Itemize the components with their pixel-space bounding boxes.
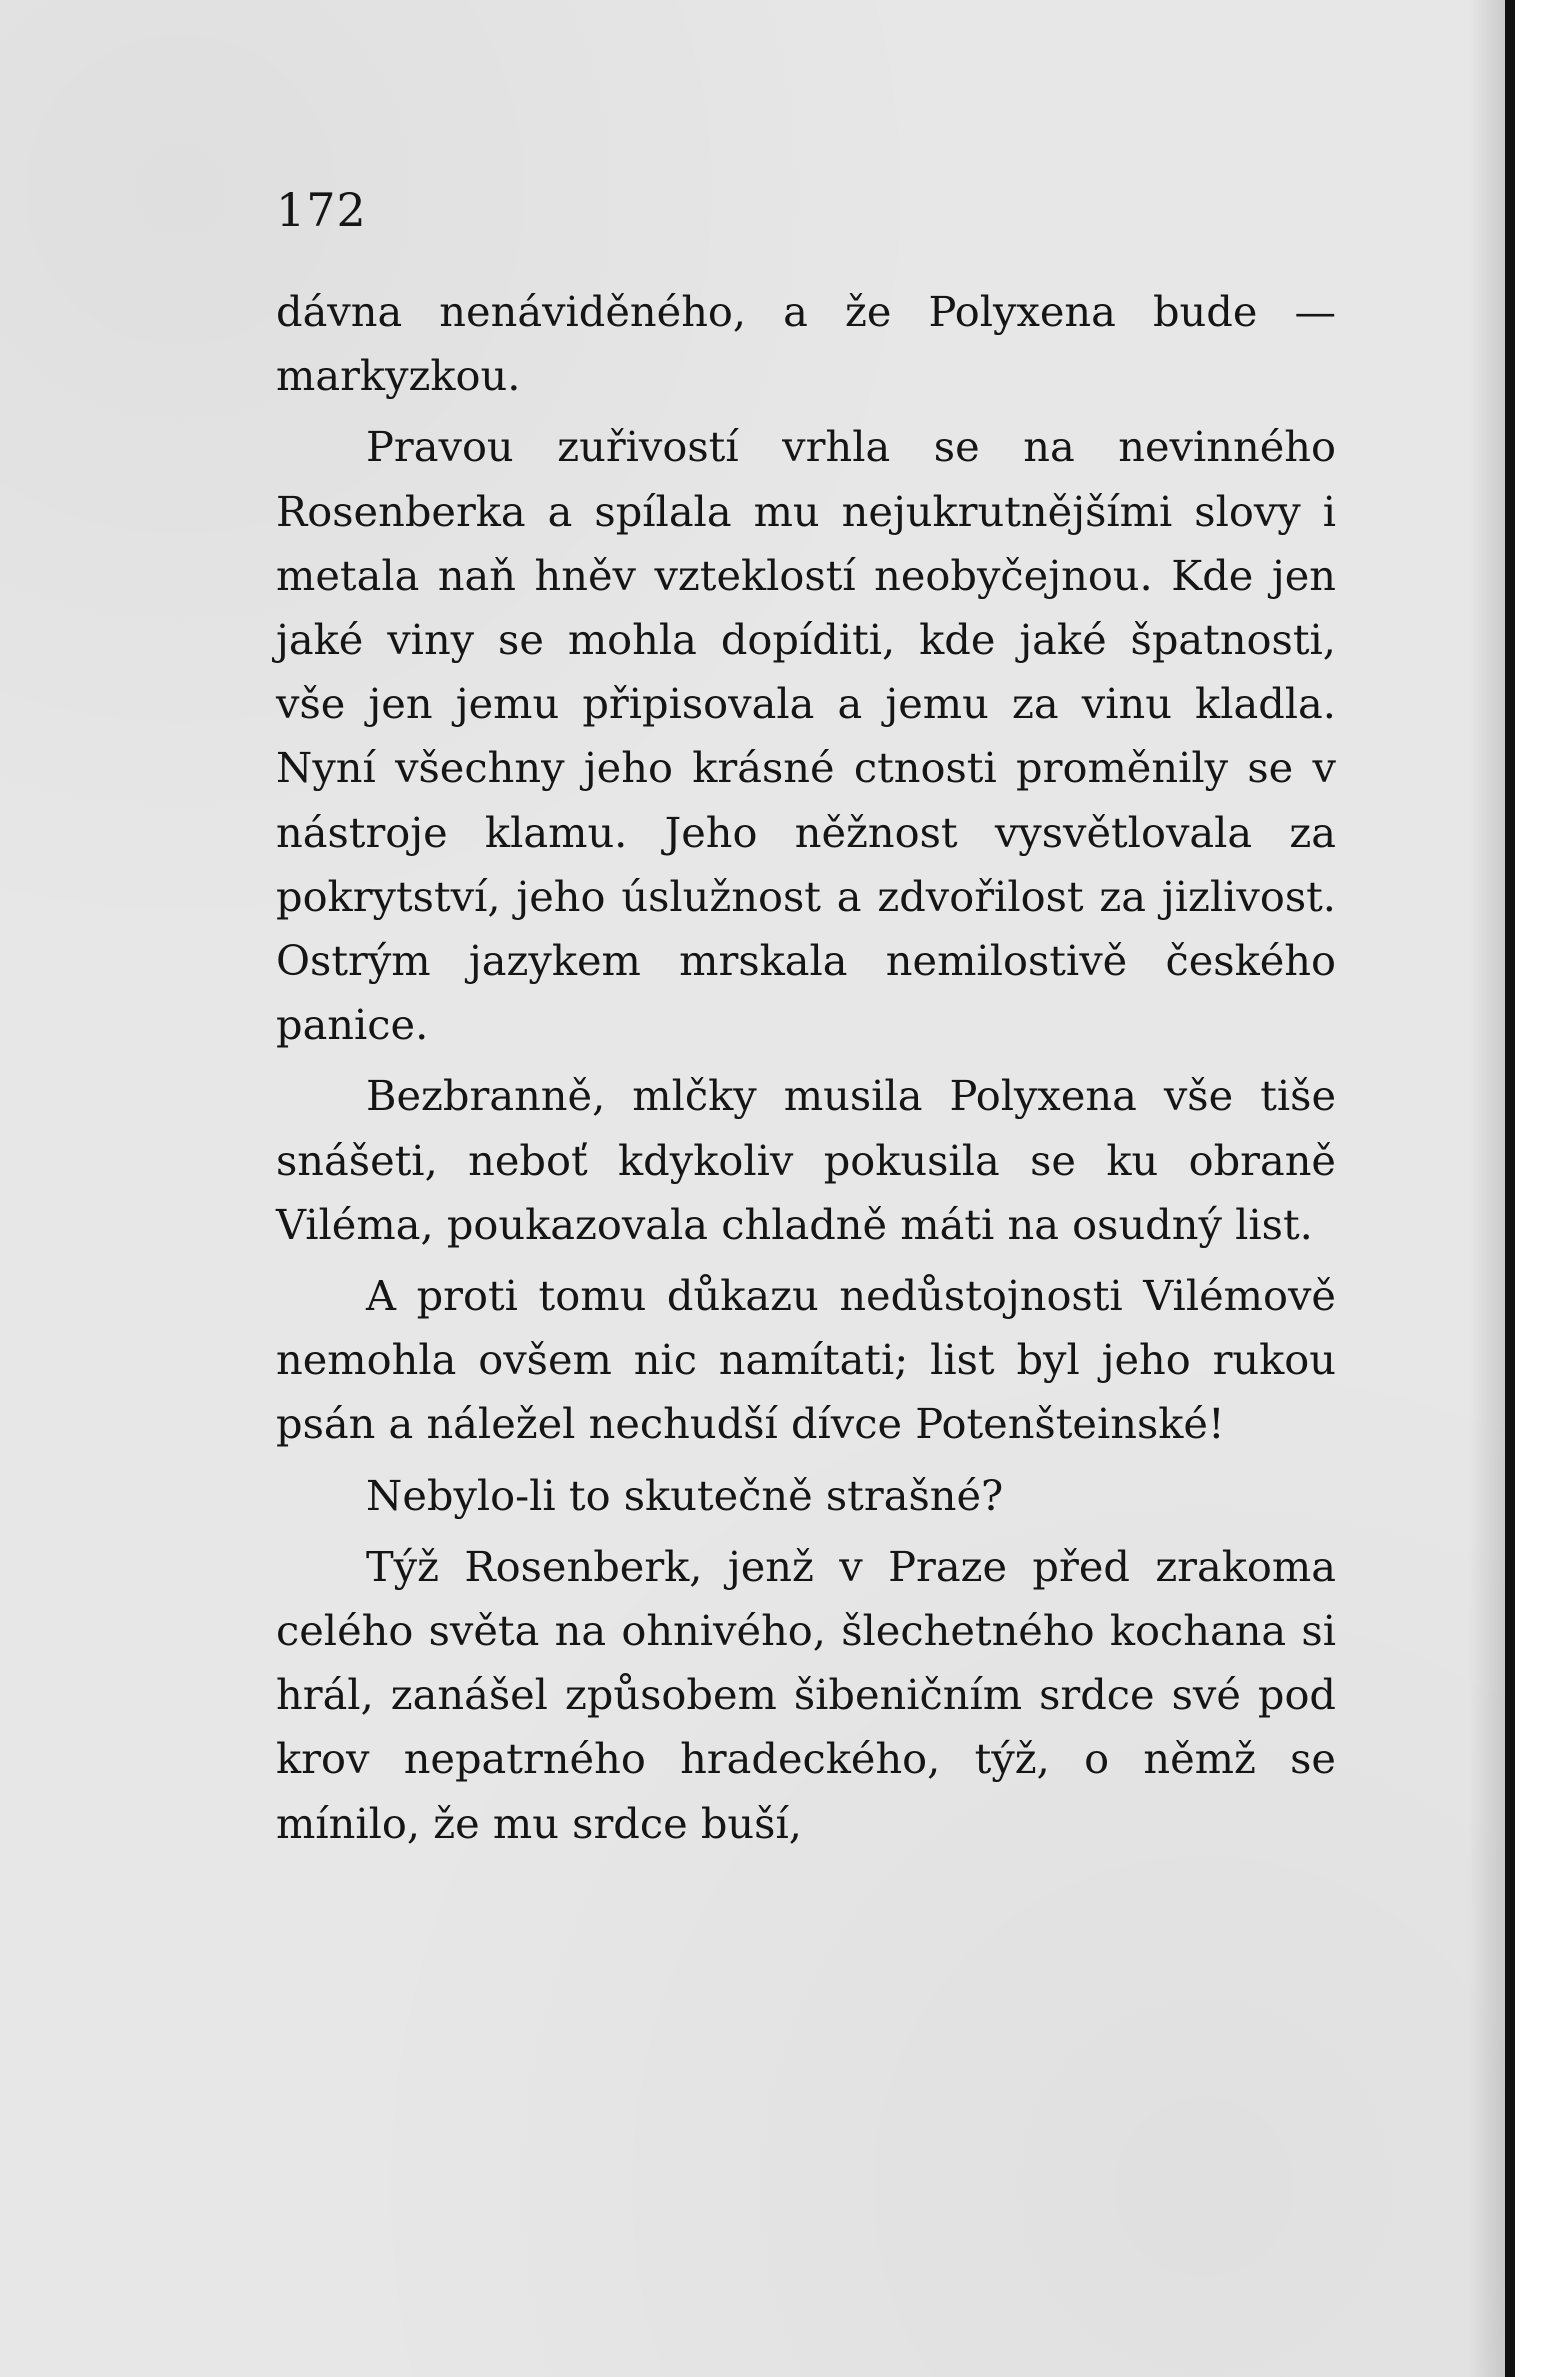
paragraph-6: Týž Rosenberk, jenž v Praze před zrakoma celého světa na ohnivého, šlechetného kochana si hrál, zanášel způsobem šibeničním srdce své pod krov nepatrného hradeckého, týž, o němž se mínilo, že mu srdce buší,	[276, 1541, 1336, 1848]
paragraph-4: A proti tomu důkazu nedůstojnosti Vilémově nemohla ovšem nic namítati; list byl jeho rukou psán a náležel nechudší dívce Potenšteinské!	[276, 1271, 1336, 1449]
page-number: 172	[276, 183, 367, 237]
paragraph-2: Pravou zuřivostí vrhla se na nevinného Rosenberka a spílala mu nejukrutnějšími slovy i metala naň hněv vzteklostí neobyčejnou. Kde jen jaké viny se mohla dopíditi, kde jaké špatnosti, vše jen jemu připisovala a jemu za vinu kladla. Nyní všechny jeho krásné ctnosti proměnily se v nástroje klamu. Jeho něžnost vysvětlovala za pokrytství, jeho úslužnost a zdvořilost za jizlivost. Ostrým jazykem mrskala nemilostivě českého panice.	[276, 422, 1336, 1050]
page-text	[276, 280, 1336, 1856]
page-shadow	[1468, 0, 1505, 2377]
paragraph-3: Bezbranně, mlčky musila Polyxena vše tiše snášeti, neboť kdykoliv pokusila se ku obraně Viléma, poukazovala chladně máti na osudný list.	[276, 1071, 1336, 1249]
paragraph-1: dávna nenáviděného, a že Polyxena bude — markyzkou.	[276, 287, 1336, 401]
page-binding-edge	[1505, 0, 1515, 2377]
paragraph-5: Nebylo-li to skutečně strašné?	[366, 1470, 1004, 1520]
